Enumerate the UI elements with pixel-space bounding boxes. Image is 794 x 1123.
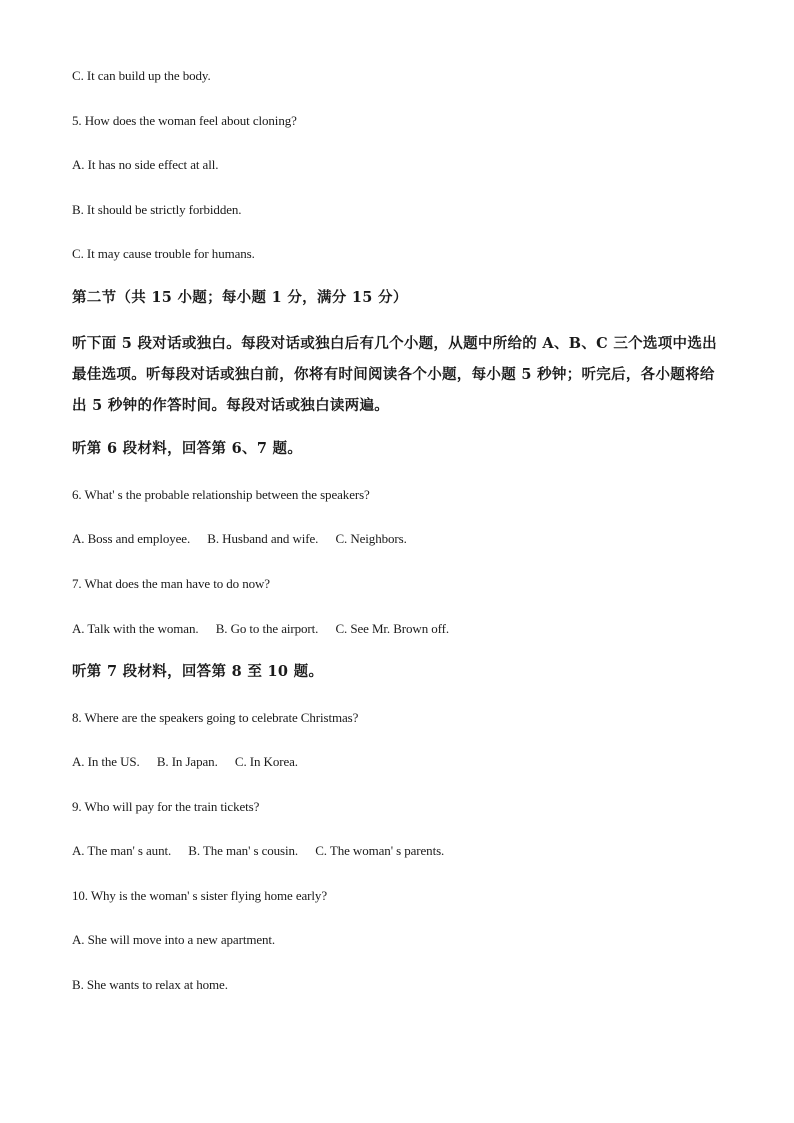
q7-options	[72, 620, 722, 638]
q10-option-a: A. She will move into a new apartment.	[72, 932, 276, 947]
q5-option-c: C. It may cause trouble for humans.	[72, 246, 255, 261]
q10-option-b: B. She wants to relax at home.	[72, 977, 228, 992]
q8-option-c: C. In Korea.	[234, 754, 298, 769]
q6-option-b: B. Husband and wife.	[207, 531, 319, 546]
q4-option-c: C. It can build up the body.	[72, 68, 211, 83]
q7-option-b: B. Go to the airport.	[215, 621, 319, 636]
q7-option-c: C. See Mr. Brown off.	[335, 621, 450, 636]
q7-question: 7. What does the man have to do now?	[72, 576, 270, 591]
section-instructions: 听下面 5 段对话或独白。每段对话或独白后有几个小题，从题中所给的 A、B、C 三个选项中选出最佳选项。听每段对话或独白前，你将有时间阅读各个小题，每小题 5 秒钟；听完后，各小题将给出 5 秒钟的作答时间。每段对话或独白读两遍。	[72, 335, 717, 414]
q6-option-a: A. Boss and employee.	[72, 531, 191, 546]
q8-option-b: B. In Japan.	[156, 754, 218, 769]
passage-7-heading: 听第 7 段材料，回答第 8 至 10 题。	[72, 663, 324, 680]
section-heading: 第二节（共 15 小题；每小题 1 分，满分 15 分）	[72, 289, 408, 306]
q6-options	[72, 530, 722, 548]
q9-option-a: A. The man' s aunt.	[72, 843, 172, 858]
passage-6-heading: 听第 6 段材料，回答第 6、7 题。	[72, 440, 303, 457]
q8-option-a: A. In the US.	[72, 754, 140, 769]
q7-option-a: A. Talk with the woman.	[72, 621, 199, 636]
q9-option-c: C. The woman' s parents.	[315, 843, 445, 858]
q6-option-c: C. Neighbors.	[335, 531, 407, 546]
q5-option-a: A. It has no side effect at all.	[72, 157, 219, 172]
q8-options	[72, 753, 722, 771]
q5-question: 5. How does the woman feel about cloning?	[72, 113, 297, 128]
q8-question: 8. Where are the speakers going to celebrate Christmas?	[72, 710, 359, 725]
q9-option-b: B. The man' s cousin.	[188, 843, 299, 858]
q5-option-b: B. It should be strictly forbidden.	[72, 202, 242, 217]
q9-options	[72, 842, 722, 860]
q10-question: 10. Why is the woman' s sister flying home early?	[72, 888, 327, 903]
q9-question: 9. Who will pay for the train tickets?	[72, 799, 260, 814]
q6-question: 6. What' s the probable relationship between the speakers?	[72, 487, 370, 502]
